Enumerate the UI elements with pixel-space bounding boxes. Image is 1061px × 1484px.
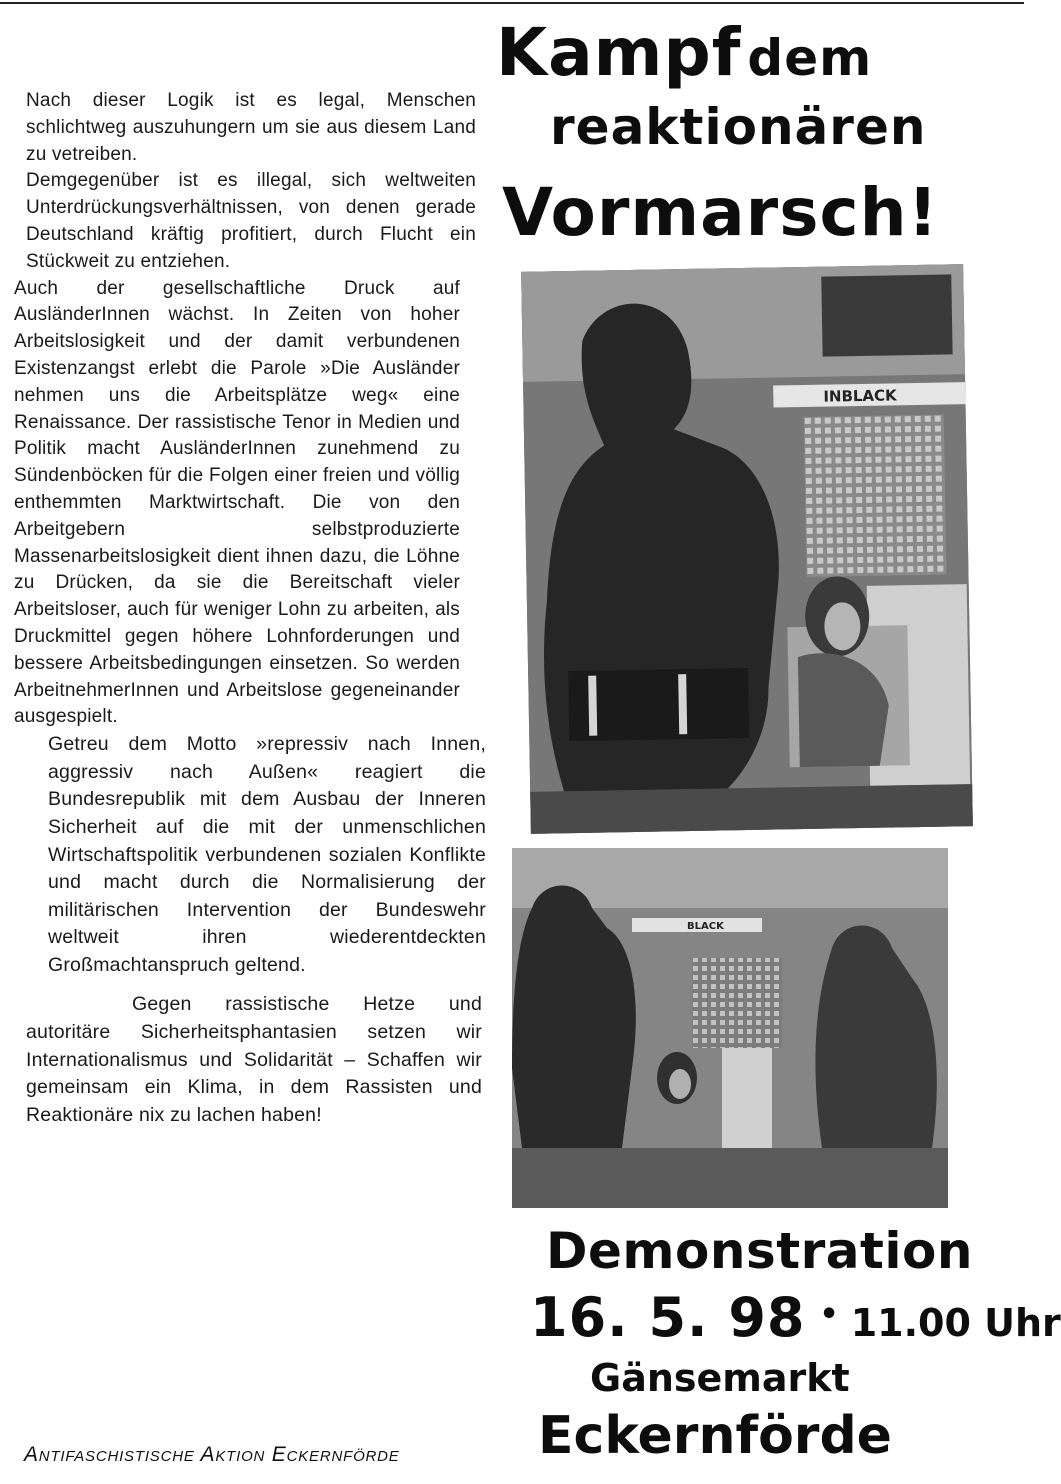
headline-line-1	[496, 14, 872, 91]
body-paragraph-4: Getreu dem Motto »repressiv nach Innen, aggressiv nach Außen« reagiert die Bundesrepublik mit dem Ausbau der Inneren Sicherheit auf die mit der unmenschlichen Wirtschaftspolitik verbundenen sozialen Konflikte und macht durch die Normalisierung der militärischen Intervention der Bundeswehr weltweit ihren wiederentdeckten Großmachtanspruch geltend.	[48, 733, 486, 976]
event-city: Eckernförde	[538, 1406, 892, 1466]
body-paragraph-5: Gegen rassistische Hetze und autoritäre Sicherheitsphantasien setzen wir Internationalismus und Solidarität – Schaffen wir gemeinsam ein Klima, in dem Rassisten und Reaktionäre nix zu lachen haben!	[26, 993, 482, 1126]
street-photo-bottom	[512, 848, 948, 1208]
headline-line-3: Vormarsch!	[502, 174, 939, 251]
body-paragraph-1: Nach dieser Logik ist es legal, Menschen schlichtweg auszuhungern um sie aus diesem Land zu vetreiben.	[26, 90, 476, 165]
event-separator: •	[819, 1297, 839, 1332]
street-photo-top	[521, 264, 973, 834]
body-text-column	[14, 88, 486, 1129]
event-date-time	[530, 1286, 1061, 1349]
event-date: 16. 5. 98	[530, 1286, 806, 1349]
top-border-rule	[0, 2, 1024, 4]
photo-sign-text: INBLACK	[823, 386, 897, 406]
photo-sign-text-small: BLACK	[687, 921, 724, 932]
headline-word-dem: dem	[747, 29, 873, 87]
event-title: Demonstration	[546, 1222, 974, 1280]
body-paragraph-3: Auch der gesellschaftliche Druck auf AusländerInnen wächst. In Zeiten von hoher Arbeitslosigkeit und der damit verbundenen Existenzangst erlebt die Parole »Die Ausländer nehmen uns die Arbeitsplätze weg« eine Renaissance. Der rassistische Tenor in Medien und Politik macht AusländerInnen zunehmend zu Sündenböcken für die Folgen einer freien und völlig enthemmten Marktwirtschaft. Die von den Arbeitgebern selbstproduzierte Massenarbeitslosigkeit dient ihnen dazu, die Löhne zu Drücken, da sie die Bereitschaft vieler Arbeitsloser, auch für weniger Lohn zu arbeiten, als Druckmittel gegen höhere Lohnforderungen und bessere Arbeitsbedingungen einsetzen. So werden ArbeitnehmerInnen und Arbeitslose gegeneinander ausgespielt.	[14, 277, 460, 728]
headline-word-kampf: Kampf	[496, 14, 742, 91]
group-signature: Antifaschistische Aktion Eckernförde	[24, 1443, 400, 1466]
event-time: 11.00 Uhr	[850, 1301, 1061, 1345]
body-paragraph-2: Demgegenüber ist es illegal, sich weltweiten Unterdrückungsverhältnissen, von denen gerade Deutschland kräftig profitiert, durch Flucht ein Stückweit zu entziehen.	[26, 170, 476, 272]
event-place: Gänsemarkt	[590, 1356, 850, 1400]
headline-line-2: reaktionären	[550, 98, 927, 156]
